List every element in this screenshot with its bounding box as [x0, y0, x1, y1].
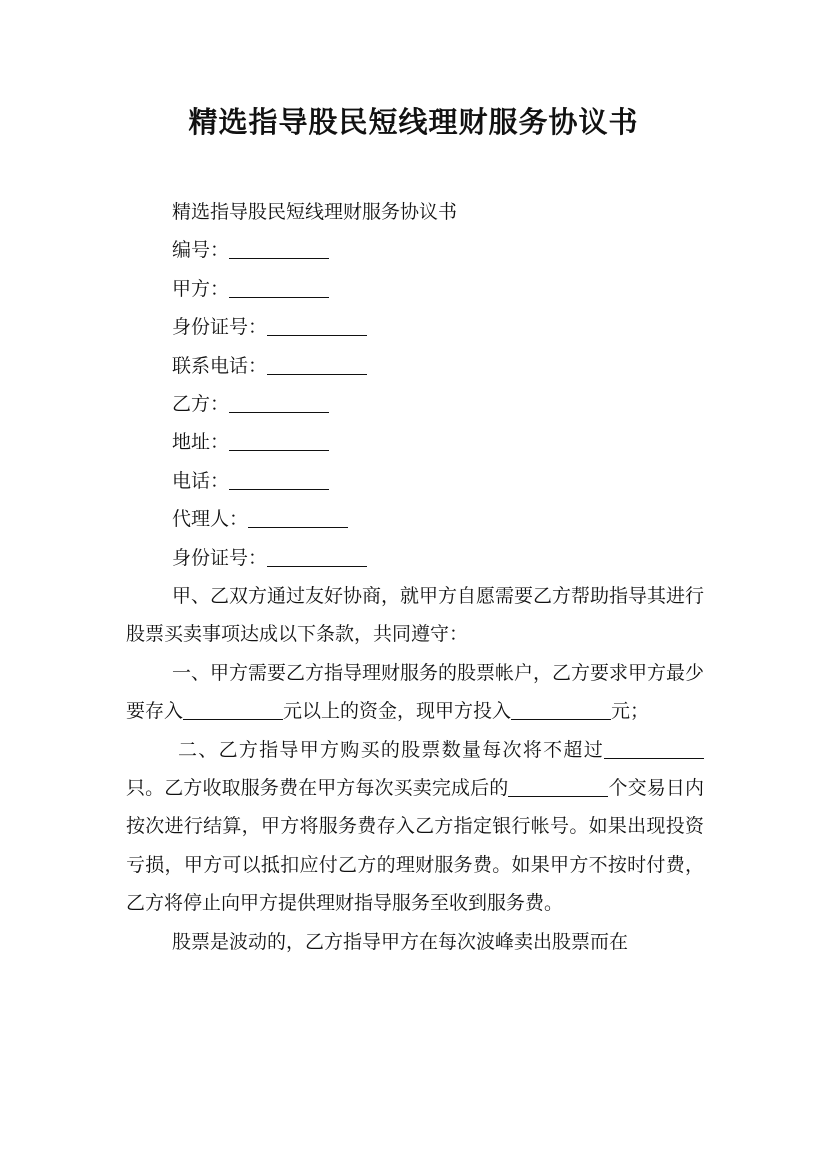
blank-line — [267, 354, 367, 375]
field-party-a-id — [126, 308, 704, 346]
clause-1-text-c: 元； — [611, 700, 650, 723]
field-party-b — [126, 385, 704, 423]
intro-paragraph: 甲、乙双方通过友好协商，就甲方自愿需要乙方帮助指导其进行股票买卖事项达成以下条款，共同遵守： — [126, 584, 705, 646]
blank-line — [183, 699, 283, 720]
field-agent — [126, 500, 704, 538]
field-label: 身份证号： — [172, 316, 268, 339]
clause-2-paragraph — [126, 731, 704, 923]
document-body — [126, 193, 704, 961]
blank-line — [267, 315, 367, 336]
clause-1-text-b: 元以上的资金，现甲方投入 — [283, 700, 512, 723]
field-label: 代理人： — [172, 508, 249, 531]
field-label: 地址： — [172, 431, 230, 454]
blank-line — [508, 776, 608, 797]
blank-line — [229, 277, 329, 298]
blank-line — [267, 546, 367, 567]
blank-line — [229, 238, 329, 259]
blank-line — [229, 469, 329, 490]
field-party-a — [126, 270, 704, 308]
clause-2-text-b: 只。乙方收取服务费在甲方每次买卖完成后的 — [126, 776, 509, 799]
field-label: 电话： — [172, 469, 230, 492]
clause-1-text-a: 一、甲方需要乙方指导理财服务的股票帐户，乙方要求甲方最少要存入 — [126, 661, 705, 723]
blank-line — [229, 430, 329, 451]
field-label: 联系电话： — [172, 354, 268, 377]
document-title: 精选指导股民短线理财服务协议书 — [188, 105, 639, 139]
blank-line — [229, 392, 329, 413]
field-label: 编号： — [172, 239, 230, 262]
clause-2-text-c: 个交易日内按次进行结算，甲方将服务费存入乙方指定银行帐号。如果出现投资亏损，甲方可以抵扣应付乙方的理财服务费。如果甲方不按时付费，乙方将停止向甲方提供理财指导服务至收到服务费。 — [126, 776, 704, 915]
field-address — [126, 423, 704, 461]
field-label: 身份证号： — [172, 546, 268, 569]
document-subtitle: 精选指导股民短线理财服务协议书 — [172, 201, 458, 223]
field-phone — [126, 462, 704, 500]
clause-2-text-a: 二、乙方指导甲方购买的股票数量每次将不超过 — [178, 738, 604, 761]
blank-line — [511, 699, 611, 720]
clause-3-paragraph: 股票是波动的，乙方指导甲方在每次波峰卖出股票而在 — [172, 930, 629, 953]
blank-line — [248, 507, 348, 528]
field-agent-id — [126, 539, 704, 577]
field-label: 甲方： — [172, 277, 230, 300]
blank-line — [604, 738, 704, 759]
field-label: 乙方： — [172, 392, 230, 415]
field-serial-number — [126, 231, 704, 269]
clause-1-paragraph — [126, 654, 704, 731]
field-party-a-phone — [126, 347, 704, 385]
